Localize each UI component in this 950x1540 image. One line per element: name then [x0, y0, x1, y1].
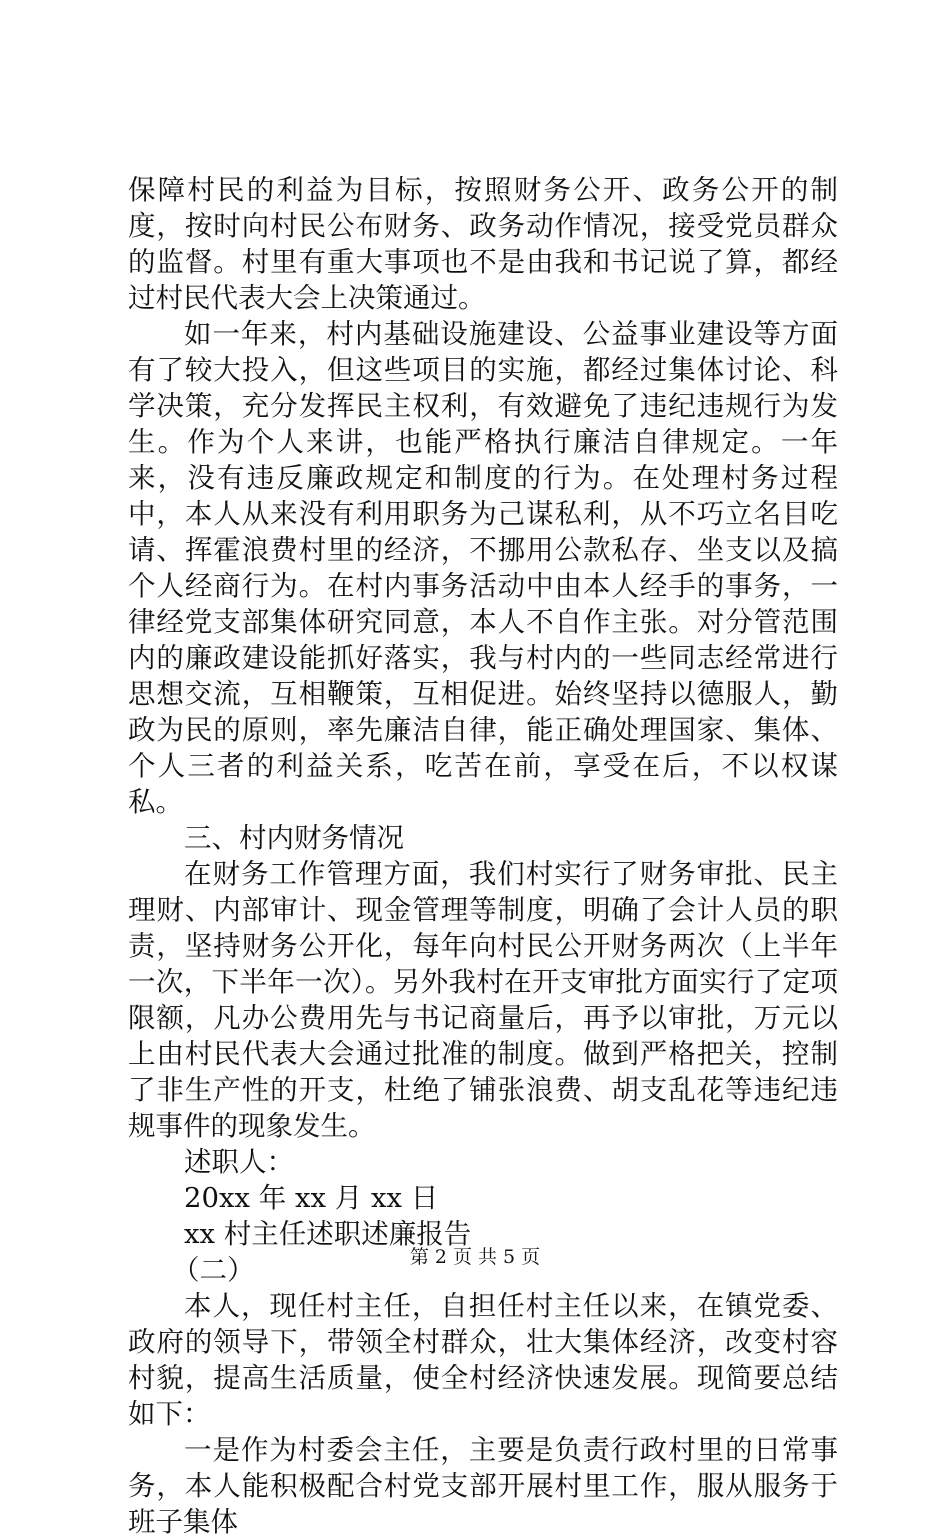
document-body — [128, 172, 838, 1540]
report-title: xx 村主任述职述廉报告 — [184, 1218, 472, 1250]
paragraph-integrity: 如一年来，村内基础设施建设、公益事业建设等方面有了较大投入，但这些项目的实施，都经过集体讨论、科学决策，充分发挥民主权利，有效避免了违纪违规行为发生。作为个人来讲，也能严格执行廉洁自律规定。一年来，没有违反廉政规定和制度的行为。在处理村务过程中，本人从来没有利用职务为己谋私利，从不巧立名目吃请、挥霍浪费村里的经济，不挪用公款私存、坐支以及搞个人经商行为。在村内事务活动中由本人经手的事务，一律经党支部集体研究同意，本人不自作主张。对分管范围内的廉政建设能抓好落实，我与村内的一些同志经常进行思想交流，互相鞭策，互相促进。始终坚持以德服人，勤政为民的原则，率先廉洁自律，能正确处理国家、集体、个人三者的利益关系，吃苦在前，享受在后，不以权谋私。 — [128, 318, 838, 818]
section-number: （二） — [172, 1254, 255, 1286]
page-footer: 第 2 页 共 5 页 — [409, 1246, 541, 1268]
paragraph-intro: 本人，现任村主任，自担任村主任以来，在镇党委、政府的领导下，带领全村群众，壮大集体经济，改变村容村貌，提高生活质量，使全村经济快速发展。现简要总结如下： — [128, 1290, 838, 1430]
paragraph-continuation: 保障村民的利益为目标，按照财务公开、政务公开的制度，按时向村民公布财务、政务动作情况，接受党员群众的监督。村里有重大事项也不是由我和书记说了算，都经过村民代表大会上决策通过。 — [128, 174, 838, 314]
report-date: 20xx 年 xx 月 xx 日 — [184, 1182, 439, 1214]
reporter-label: 述职人： — [184, 1146, 294, 1178]
section-heading-finance: 三、村内财务情况 — [184, 822, 404, 854]
paragraph-duty: 一是作为村委会主任，主要是负责行政村里的日常事务，本人能积极配合村党支部开展村里工作，服从服务于班子集体 — [128, 1434, 838, 1538]
paragraph-finance: 在财务工作管理方面，我们村实行了财务审批、民主理财、内部审计、现金管理等制度，明确了会计人员的职责，坚持财务公开化，每年向村民公开财务两次（上半年一次，下半年一次）。另外我村在开支审批方面实行了定项限额，凡办公费用先与书记商量后，再予以审批，万元以上由村民代表大会通过批准的制度。做到严格把关，控制了非生产性的开支，杜绝了铺张浪费、胡支乱花等违纪违规事件的现象发生。 — [128, 858, 838, 1142]
